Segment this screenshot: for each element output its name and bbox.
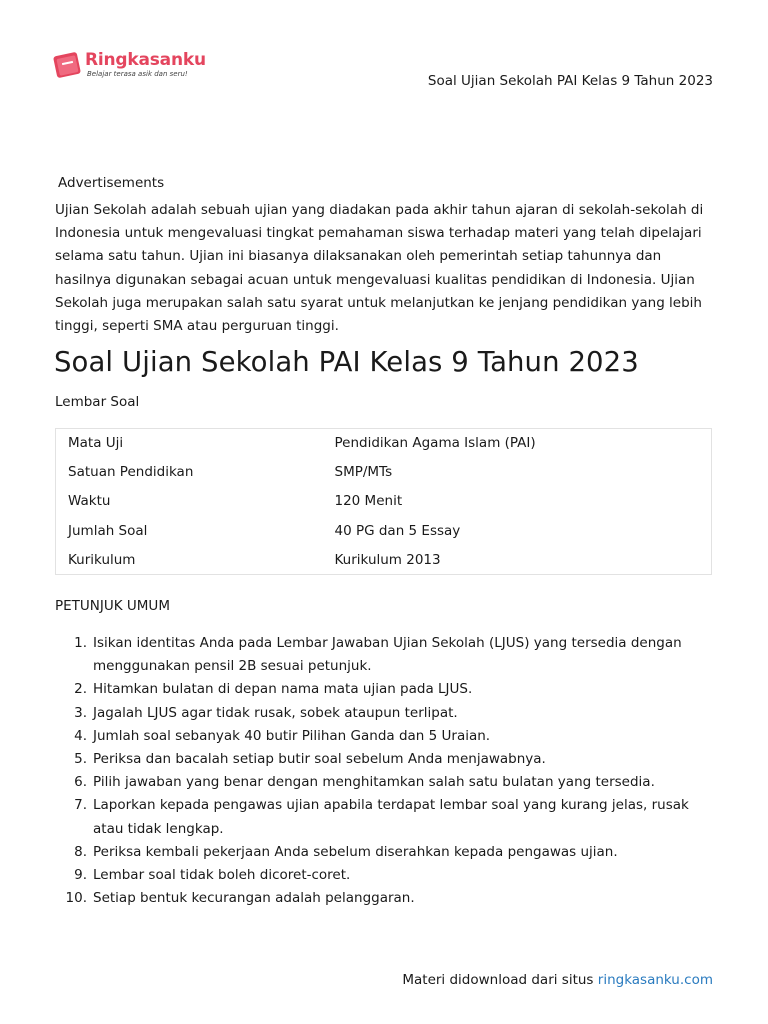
- list-item: [55, 632, 715, 678]
- list-number: 3.: [74, 704, 87, 721]
- list-number: 4.: [74, 727, 87, 744]
- instructions-list: [55, 632, 715, 910]
- list-number: 1.: [74, 635, 87, 651]
- list-item: [55, 678, 715, 701]
- table-key: Waktu: [68, 493, 111, 510]
- list-text: Jumlah soal sebanyak 40 butir Pilihan Ganda dan 5 Uraian.: [93, 727, 491, 744]
- list-text: Pilih jawaban yang benar dengan menghitamkan salah satu bulatan yang tersedia.: [93, 774, 655, 791]
- list-number: 8.: [74, 843, 87, 860]
- intro-paragraph: Ujian Sekolah adalah sebuah ujian yang diadakan pada akhir tahun ajaran di sekolah-sekolah di Indonesia untuk mengevaluasi tingkat pemahaman siswa terhadap materi yang telah dipelajari selama satu tahun. Ujian ini biasanya dilaksanakan oleh pemerintah setiap tahunnya dan hasilnya digunakan sebagai acuan untuk mengevaluasi kualitas pendidikan di Indonesia. Ujian Sekolah juga merupakan salah satu syarat untuk melanjutkan ke jenjang pendidikan yang lebih tinggi, seperti SMA atau perguruan tinggi.: [55, 202, 704, 335]
- table-row: [56, 487, 712, 516]
- table-row: [56, 516, 712, 545]
- list-text: Jagalah LJUS agar tidak rusak, sobek ataupun terlipat.: [93, 704, 458, 721]
- subtitle: Lembar Soal: [55, 394, 140, 410]
- table-key: Kurikulum: [68, 551, 136, 568]
- header-title: Soal Ujian Sekolah PAI Kelas 9 Tahun 2023: [427, 73, 713, 89]
- list-item: [55, 864, 715, 887]
- section-label: PETUNJUK UMUM: [55, 598, 170, 614]
- list-text: Laporkan kepada pengawas ujian apabila terdapat lembar soal yang kurang jelas, rusak atau tidak lengkap.: [93, 797, 689, 837]
- book-logo-icon: [53, 50, 81, 80]
- list-text: Periksa dan bacalah setiap butir soal sebelum Anda menjawabnya.: [93, 751, 546, 768]
- footer: [402, 972, 713, 988]
- table-value: 120 Menit: [334, 493, 403, 510]
- list-number: 2.: [74, 681, 87, 698]
- table-key: Mata Uji: [68, 435, 124, 452]
- list-item: [55, 702, 715, 725]
- list-number: 7.: [74, 797, 87, 814]
- list-text: Periksa kembali pekerjaan Anda sebelum diserahkan kepada pengawas ujian.: [93, 843, 618, 860]
- table-row: [56, 545, 712, 574]
- page-title: Soal Ujian Sekolah PAI Kelas 9 Tahun 2023: [54, 346, 639, 378]
- table-key: Satuan Pendidikan: [68, 464, 194, 481]
- list-text: Hitamkan bulatan di depan nama mata ujian pada LJUS.: [93, 681, 473, 698]
- table-key: Jumlah Soal: [68, 522, 148, 539]
- site-logo[interactable]: [53, 50, 206, 80]
- advertisements-label: Advertisements: [58, 175, 165, 191]
- footer-link[interactable]: ringkasanku.com: [597, 972, 713, 988]
- exam-info-table: [55, 428, 712, 575]
- table-value: Pendidikan Agama Islam (PAI): [334, 435, 536, 452]
- list-number: 6.: [74, 774, 87, 791]
- footer-text: Materi didownload dari situs: [402, 972, 594, 988]
- list-text: Lembar soal tidak boleh dicoret-coret.: [93, 867, 351, 884]
- logo-text: [85, 51, 206, 79]
- table-value: Kurikulum 2013: [334, 551, 441, 568]
- list-item: [55, 725, 715, 748]
- list-item: [55, 794, 715, 840]
- logo-tagline: Belajar terasa asik dan seru!: [87, 70, 188, 78]
- list-item: [55, 748, 715, 771]
- table-value: SMP/MTs: [334, 464, 393, 481]
- list-text: Setiap bentuk kecurangan adalah pelanggaran.: [93, 890, 415, 907]
- list-number: 10.: [65, 890, 87, 907]
- table-row: [56, 429, 712, 458]
- table-value: 40 PG dan 5 Essay: [334, 522, 461, 539]
- list-item: [55, 887, 715, 910]
- logo-name: Ringkasanku: [85, 50, 206, 70]
- list-number: 5.: [74, 751, 87, 768]
- table-row: [56, 458, 712, 487]
- list-number: 9.: [74, 867, 87, 884]
- list-item: [55, 771, 715, 794]
- list-item: [55, 841, 715, 864]
- list-text: Isikan identitas Anda pada Lembar Jawaban Ujian Sekolah (LJUS) yang tersedia dengan menggunakan pensil 2B sesuai petunjuk.: [93, 635, 682, 675]
